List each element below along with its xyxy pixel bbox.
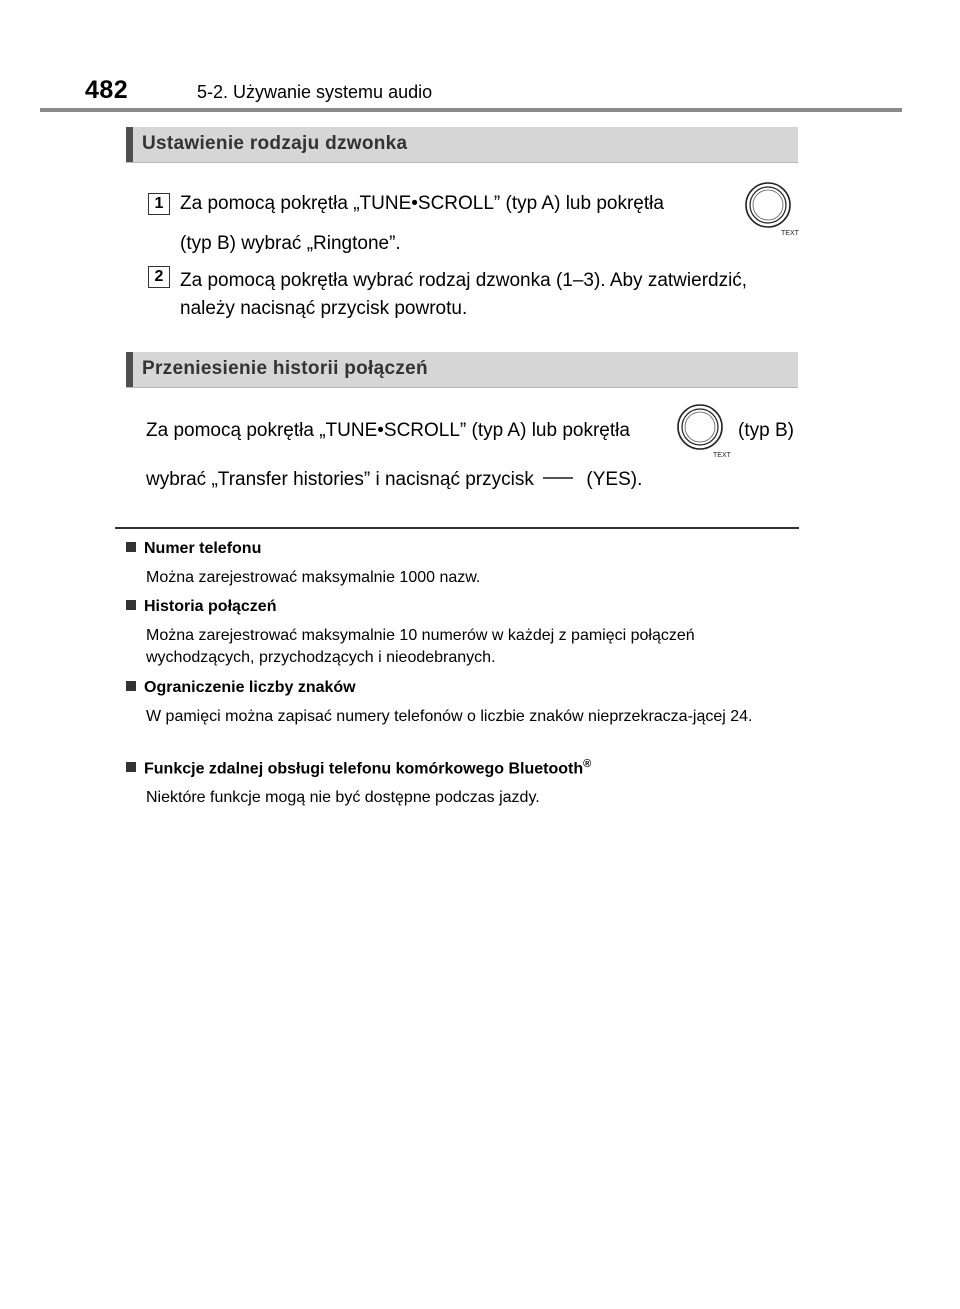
tune-knob-icon [744,181,799,241]
transfer-line-1-end: (typ B) [738,420,794,441]
note-body-phone-number: Można zarejestrować maksymalnie 1000 nazw. [146,569,481,586]
step-badge-2: 2 [148,266,170,288]
note-body-bluetooth: Niektóre funkcje mogą nie być dostępne podczas jazdy. [146,789,540,806]
note-body-char-limit: W pamięci można zapisać numery telefonów o liczbie znaków nieprzekracza-jącej 24. [146,708,753,725]
square-bullet-icon [126,762,136,772]
notes-divider [115,527,799,529]
knob-text-label: TEXT [713,452,731,459]
section-header-ringtone [126,127,798,163]
note-title-char-limit: Ograniczenie liczby znaków [126,679,356,697]
header-rule [40,108,902,112]
step-1-line-2: (typ B) wybrać „Ringtone”. [180,233,401,254]
section-title: Ustawienie rodzaju dzwonka [142,133,408,154]
tune-knob-icon [676,403,731,463]
note-title-call-history: Historia połączeń [126,598,276,616]
square-bullet-icon [126,681,136,691]
step-1-line-1: Za pomocą pokrętła „TUNE•SCROLL” (typ A) lub pokrętła [180,193,664,214]
yes-label: (YES). [586,469,643,490]
square-bullet-icon [126,542,136,552]
note-title-phone-number: Numer telefonu [126,540,261,558]
section-title: Przeniesienie historii połączeń [142,358,428,379]
transfer-line-1: Za pomocą pokrętła „TUNE•SCROLL” (typ A) lub pokrętła [146,420,630,441]
knob-text-label: TEXT [781,230,799,237]
breadcrumb: 5-2. Używanie systemu audio [197,82,433,102]
step-2-line-1: Za pomocą pokrętła wybrać rodzaj dzwonka (1–3). Aby zatwierdzić, [180,270,748,291]
square-bullet-icon [126,600,136,610]
note-title-bluetooth: Funkcje zdalnej obsługi telefonu komórkowego Bluetooth® [126,758,591,778]
preset-button-icon [543,477,573,479]
section-header-history [126,352,798,388]
transfer-line-2: wybrać „Transfer histories” i nacisnąć przycisk [146,469,534,490]
page-number: 482 [85,76,129,104]
registered-mark: ® [583,758,592,770]
section-header-bar [126,352,133,387]
step-badge-1: 1 [148,193,170,215]
note-body-call-history: Można zarejestrować maksymalnie 10 numerów w każdej z pamięci połączeń wychodzących, przychodzących i nieodebranych. [146,627,695,666]
step-2-line-2: należy nacisnąć przycisk powrotu. [180,298,468,319]
section-header-bar [126,127,133,162]
